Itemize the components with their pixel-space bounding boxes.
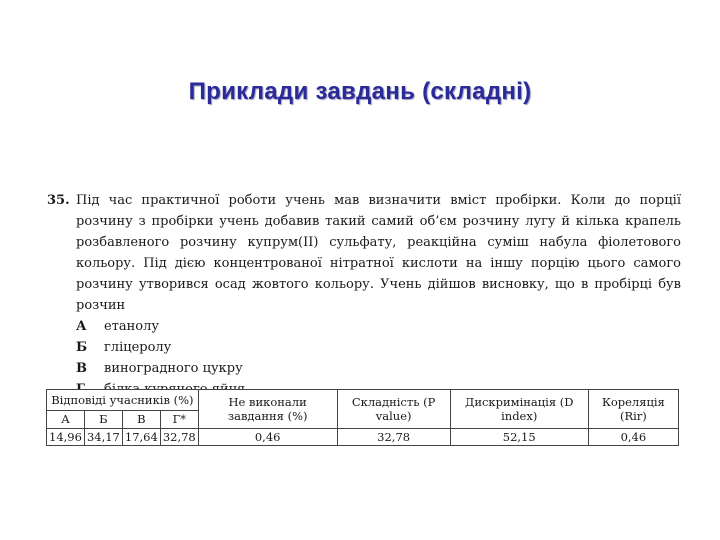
answers-header: Відповіді учасників (%)	[47, 390, 199, 411]
answer-option-a	[76, 316, 681, 337]
correlation-value: 0,46	[588, 428, 678, 446]
discrimination-value: 52,15	[450, 428, 588, 446]
answer-value-b: 34,17	[84, 428, 122, 446]
option-letter: Б	[76, 340, 88, 355]
answer-letter-a: А	[47, 411, 85, 429]
task-text: Під час практичної роботи учень мав визначити вміст пробірки. Коли до порції розчину з пробірки учень добавив такий самий об’єм розчину лугу й кілька крапель розбавленого розчину купрум(II) сульфату, реакційна суміш набула фіолетового кольору. Під дією концентрованої нітратної кислоти на іншу порцію цього самого розчину утворився осад жовтого кольору. Учень дійшов висновку, що в пробірці був розчин	[76, 193, 681, 313]
answer-value-a: 14,96	[47, 428, 85, 446]
option-text: етанолу	[104, 319, 160, 334]
option-letter: В	[76, 361, 87, 376]
discrimination-header: Дискримінація (D index)	[450, 390, 588, 429]
not-done-value: 0,46	[198, 428, 337, 446]
task-number: 35.	[47, 193, 70, 208]
answer-letter-v: В	[122, 411, 160, 429]
not-done-header: Не виконали завдання (%)	[198, 390, 337, 429]
option-letter: А	[76, 319, 87, 334]
statistics-table	[46, 389, 679, 446]
option-text: гліцеролу	[104, 340, 172, 355]
correlation-header: Кореляція (Rir)	[588, 390, 678, 429]
answer-value-v: 17,64	[122, 428, 160, 446]
task-block	[47, 190, 681, 400]
answer-value-h: 32,78	[160, 428, 198, 446]
option-text: виноградного цукру	[104, 361, 243, 376]
answer-letter-h: Г*	[160, 411, 198, 429]
answer-option-v	[76, 358, 681, 379]
difficulty-value: 32,78	[337, 428, 450, 446]
answer-option-b	[76, 337, 681, 358]
difficulty-header: Складність (P value)	[337, 390, 450, 429]
answer-letter-b: Б	[84, 411, 122, 429]
slide-title: Приклади завдань (складні)	[188, 78, 532, 105]
